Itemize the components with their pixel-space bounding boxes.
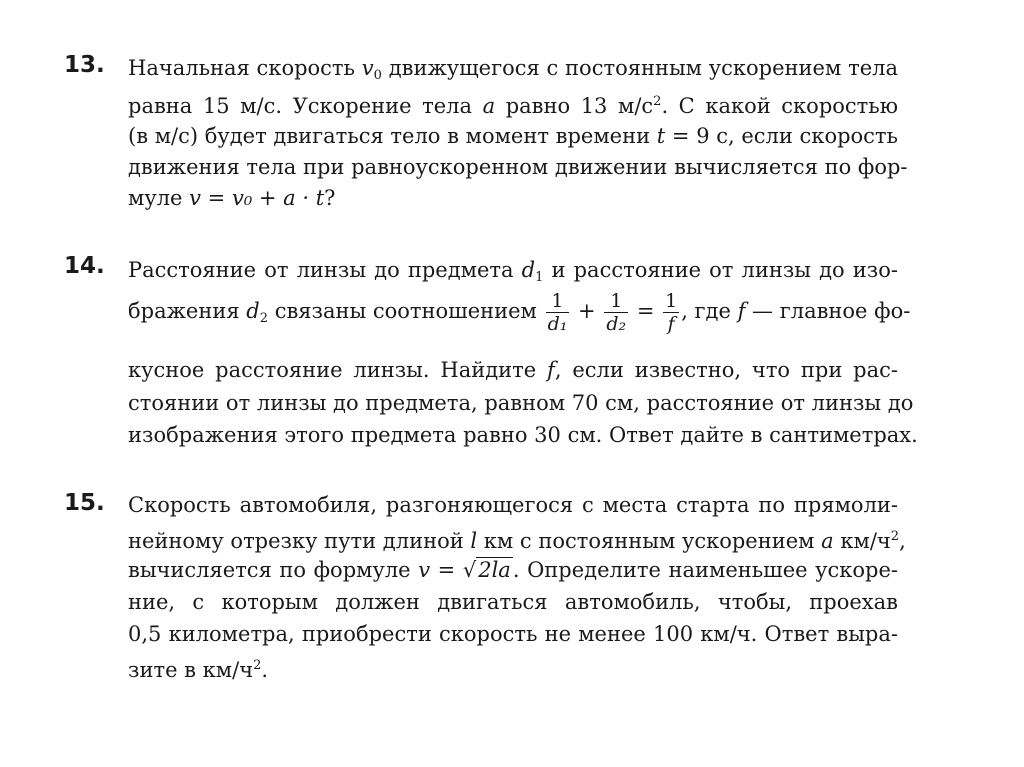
problem-text-line: Начальная скорость $v_0$ движущегося с постоянным ускорением тела xyxy=(128,56,898,83)
fraction-1-d2: $\frac{1}{\text{d₂}}$ xyxy=(606,290,627,335)
problem-text-line: муле v = v₀ + a · t? xyxy=(128,186,336,210)
problem-text-line: вычисляется по формуле v = √2la. Определите наименьшее ускоре- xyxy=(128,555,898,585)
formula: v = v₀ + a · t xyxy=(189,186,325,210)
problem-text-line: изображения этого предмета равно 30 см. Ответ дайте в сантиметрах. xyxy=(128,423,918,447)
problem-text-line: движения тела при равноускоренном движении вычисляется по фор- xyxy=(128,155,908,179)
problem-text-line: равна 15 м/с. Ускорение тела a равно 13 $м/с^2$. С какой скоростью xyxy=(128,94,898,118)
problem-text-line: 0,5 километра, приобрести скорость не менее 100 км/ч. Ответ выра- xyxy=(128,622,898,646)
square-root: √2la xyxy=(462,558,511,582)
fraction-1-d1: $\frac{1}{\text{d₁}}$ xyxy=(547,290,568,335)
problem-number: 15. xyxy=(64,490,105,516)
problem-number: 13. xyxy=(64,52,105,78)
problem-text-line: стоянии от линзы до предмета, равном 70 см, расстояние от линзы до xyxy=(128,391,914,415)
problem-text-line: зите в $км/ч^2$. xyxy=(128,658,269,682)
fraction-1-f: $\frac{1}{f}$ xyxy=(665,290,678,335)
problem-text-line: ние, с которым должен двигаться автомобиль, чтобы, проехав xyxy=(128,590,898,614)
problem-text-line: Скорость автомобиля, разгоняющегося с места старта по прямоли- xyxy=(128,493,898,517)
problem-number: 14. xyxy=(64,253,105,279)
problem-text-line: (в м/с) будет двигаться тело в момент времени t = 9 с, если скорость xyxy=(128,124,898,148)
problem-text-line: кусное расстояние линзы. Найдите f, если известно, что при рас- xyxy=(128,358,898,382)
problem-text-line: бражения $d_2$ связаны соотношением $\frac{1}{\text{d₁}}$ + $\frac{1}{\text{d₂}}$ = $\frac{1}{f}$ , где f — главное фо- xyxy=(128,290,911,335)
problem-text-line: нейному отрезку пути длиной l км с постоянным ускорением a $км/ч^2$, xyxy=(128,529,906,553)
problem-text-line: Расстояние от линзы до предмета $d_1$ и расстояние от линзы до изо- xyxy=(128,258,898,285)
